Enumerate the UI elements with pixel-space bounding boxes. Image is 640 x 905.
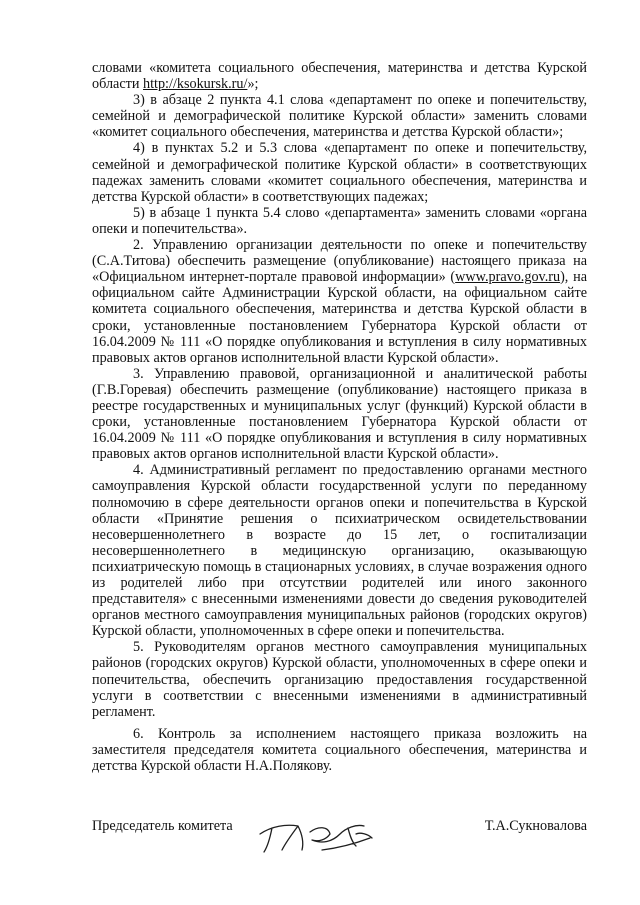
handwritten-signature	[252, 804, 382, 858]
paragraph-tail: »;	[247, 76, 259, 93]
section-2-text-b: ), на официальном сайте Администрации Курской области, на официальном сайте комитета социального обеспечения, материнства и детства Курской области в сроки, установленные постановлением Губернатора Курской области от 16.04.2009 № 111 «О порядке опубликования и вступления в силу нормативных правовых актов органов исполнительной власти Курской области».	[92, 269, 587, 366]
section-2-text-a: 2. Управлению организации деятельности по опеке и попечительству (С.А.Титова) обеспечить размещение (опубликование) настоящего приказа на «Официальном интернет-портале правовой информации» (	[92, 237, 587, 286]
section-6: 6. Контроль за исполнением настоящего приказа возложить на заместителя председателя комитета социального обеспечения, материнства и детства Курской области Н.А.Полякову.	[92, 725, 587, 775]
pravo-gov-link[interactable]: www.pravo.gov.ru	[455, 269, 561, 286]
signature-block	[92, 818, 587, 858]
subitem-4: 4) в пунктах 5.2 и 5.3 слова «департамент по опеке и попечительству, семейной и демографической политике Курской области» в соответствующих падежах заменить словами «комитет социального обеспечения, материнства и детства Курской области» в соответствующих падежах;	[92, 140, 587, 205]
section-2	[92, 237, 587, 366]
section-3: 3. Управлению правовой, организационной и аналитической работы (Г.В.Горевая) обеспечить размещение (опубликование) настоящего приказа в реестре государственных и муниципальных услуг (функций) Курской области в сроки, установленные постановлением Губернатора Курской области от 16.04.2009 № 111 «О порядке опубликования и вступления в силу нормативных правовых актов органов исполнительной власти Курской области».	[92, 365, 587, 463]
signer-title: Председатель комитета	[92, 818, 233, 834]
paragraph-text: словами «комитета социального обеспечения, материнства и детства Курской области	[92, 60, 587, 93]
subitem-3: 3) в абзаце 2 пункта 4.1 слова «департамент по опеке и попечительству, семейной и демографической политике Курской области» заменить словами «комитет социального обеспечения, материнства и детства Курской области»;	[92, 92, 587, 141]
document-body	[92, 60, 587, 774]
subitem-5: 5) в абзаце 1 пункта 5.4 слово «департамента» заменить словами «органа опеки и попечительства».	[92, 204, 587, 237]
ksokursk-link[interactable]: http://ksokursk.ru/	[142, 76, 248, 93]
paragraph-continuation	[92, 60, 587, 92]
section-4: 4. Административный регламент по предоставлению органами местного самоуправления Курской области государственной услуги по переданному полномочию в сфере деятельности органов опеки и попечительства в Курской области «Принятие решения о психиатрическом освидетельствовании несовершеннолетнего в возрасте до 15 лет, о госпитализации несовершеннолетнего в медицинскую организацию, оказывающую психиатрическую помощь в стационарных условиях, в случае возражения одного из родителей либо при отсутствии родителей или иного законного представителя» с внесенными изменениями довести до сведения руководителей органов местного самоуправления муниципальных районов (городских округов) Курской области, уполномоченных в сфере опеки и попечительства.	[92, 462, 587, 640]
section-5: 5. Руководителям органов местного самоуправления муниципальных районов (городских округов) Курской области, уполномоченных в сфере опеки и попечительства, обеспечить организацию предоставления государственной услуги в соответствии с внесенными изменениями в административный регламент.	[92, 639, 587, 720]
signer-name: Т.А.Сукновалова	[484, 818, 587, 834]
